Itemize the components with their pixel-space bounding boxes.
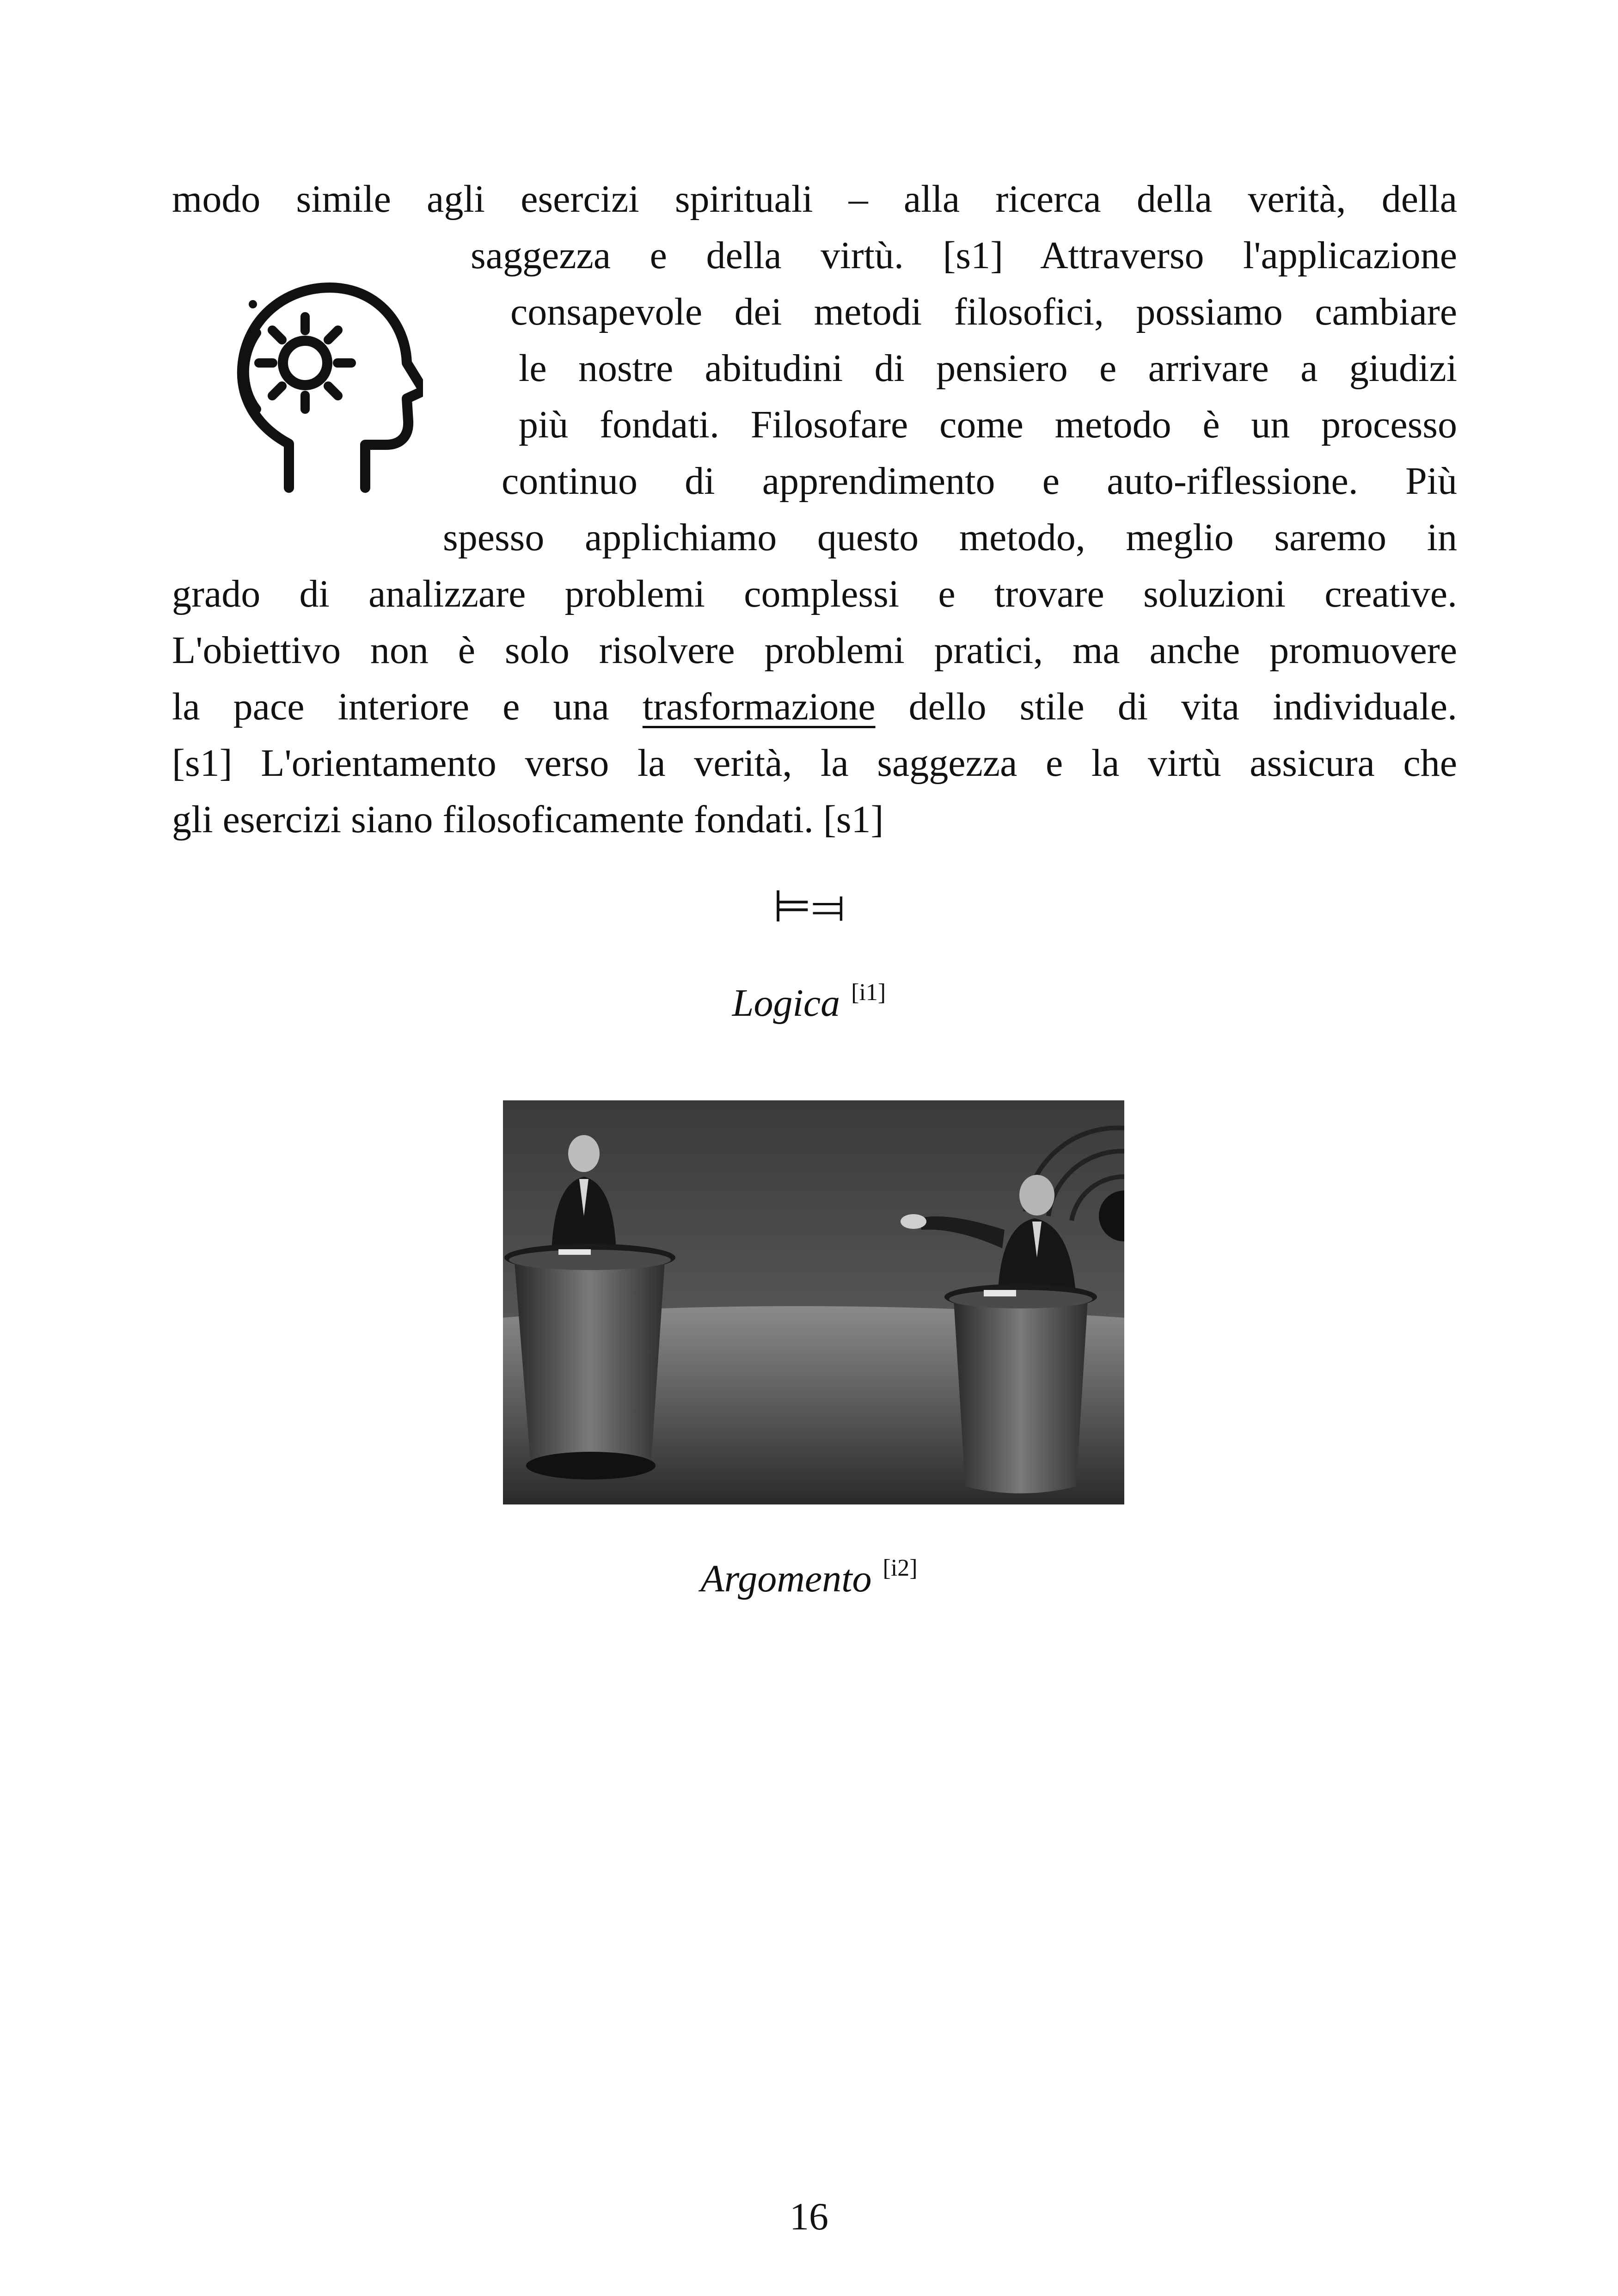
text-line-10 xyxy=(172,679,1457,735)
text-line-12: gli esercizi siano filosoficamente fondati. [s1] xyxy=(172,798,884,841)
caption-argomento xyxy=(624,1553,994,1609)
text-line-10-after: dello stile di vita individuale. xyxy=(908,685,1458,728)
text-line-1: modo simile agli esercizi spirituali – alla ricerca della verità, della xyxy=(172,178,1457,221)
text-line-4: le nostre abitudini di pensiero e arrivare a giudizi xyxy=(519,347,1457,390)
caption-argomento-text: Argomento xyxy=(700,1557,872,1600)
text-line-8: grado di analizzare problemi complessi e trovare soluzioni creative. xyxy=(172,572,1457,615)
text-line-9: L'obiettivo non è solo risolvere problemi pratici, ma anche promuovere xyxy=(172,629,1457,672)
debate-photo xyxy=(503,1100,1124,1504)
underlined-term: trasformazione xyxy=(642,685,876,728)
caption-argomento-ref: [i2] xyxy=(883,1555,918,1581)
text-line-7: spesso applichiamo questo metodo, meglio saremo in xyxy=(443,516,1457,559)
text-line-11: [s1] L'orientamento verso la verità, la saggezza e la virtù assicura che xyxy=(172,742,1457,785)
text-line-3: consapevole dei metodi filosofici, possiamo cambiare xyxy=(510,290,1457,333)
logic-symbol-icon: ⊨⫤ xyxy=(772,880,845,932)
text-line-10-before: la pace interiore e una xyxy=(172,685,609,728)
caption-logica-ref: [i1] xyxy=(851,979,886,1006)
text-line-6: continuo di apprendimento e auto-riflessione. Più xyxy=(502,460,1457,503)
head-with-sun-icon xyxy=(224,277,423,497)
text-line-5: più fondati. Filosofare come metodo è un processo xyxy=(519,403,1457,446)
page-number: 16 xyxy=(790,2195,828,2238)
text-line-2: saggezza e della virtù. [s1] Attraverso l'applicazione xyxy=(471,234,1457,277)
caption-logica-text: Logica xyxy=(732,982,840,1025)
caption-logica xyxy=(670,978,948,1034)
